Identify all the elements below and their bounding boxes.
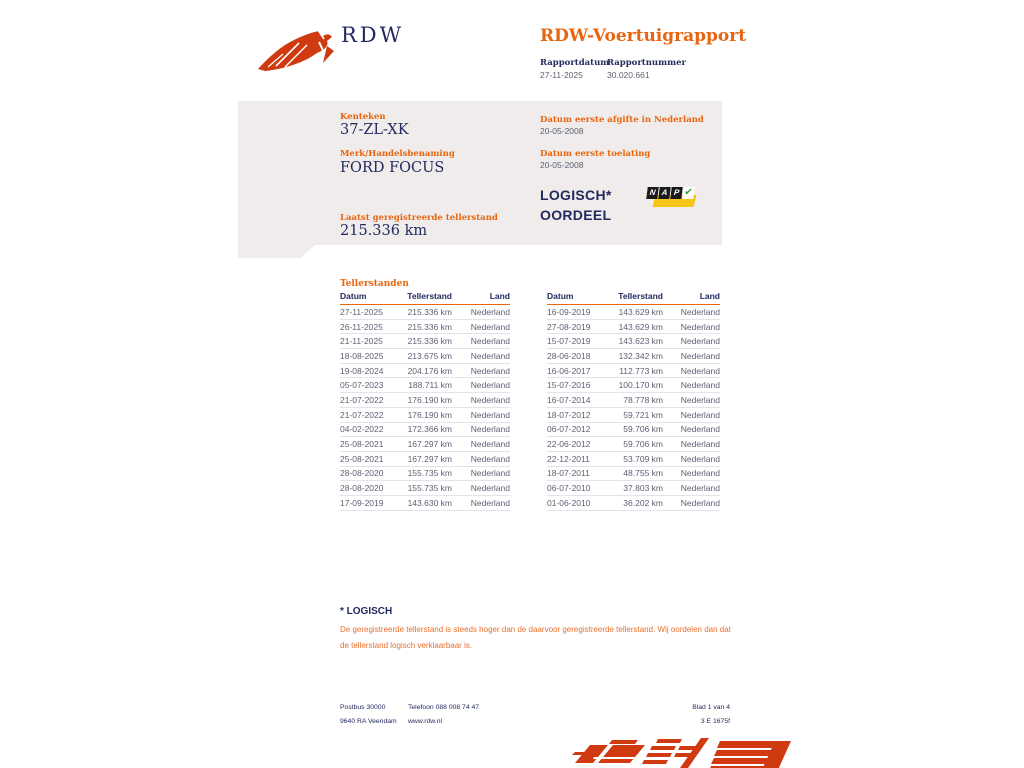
report-date-value: 27-11-2025 — [540, 70, 583, 80]
footer-stripes-graphic — [550, 736, 794, 768]
table-cell: 48.755 km — [623, 468, 663, 479]
table-row — [340, 378, 510, 393]
table-cell: Nederland — [680, 439, 720, 450]
table-cell: Nederland — [680, 409, 720, 420]
table-cell: 18-08-2025 — [340, 350, 384, 361]
table-cell: 21-07-2022 — [340, 409, 384, 420]
footer-phone: Telefoon 088 008 74 47 — [408, 704, 480, 711]
table-cell: 06-07-2010 — [547, 483, 591, 494]
table-cell: Nederland — [470, 409, 510, 420]
table-cell: 21-11-2025 — [340, 336, 383, 347]
table-cell: 132.342 km — [618, 350, 663, 361]
footer-city: 9640 RA Veendam — [340, 717, 397, 725]
table-cell: Nederland — [470, 365, 510, 376]
column-header-tellerstand: Tellerstand — [618, 291, 663, 301]
footer-pagination — [600, 701, 730, 729]
oordeel-line1: LOGISCH* — [540, 187, 612, 203]
rdw-bird-logo-icon — [256, 22, 334, 72]
table-cell: Nederland — [470, 424, 510, 435]
table-cell: Nederland — [680, 468, 720, 479]
table-cell: Nederland — [470, 453, 510, 464]
afgifte-label: Datum eerste afgifte in Nederland — [540, 115, 704, 125]
table-cell: Nederland — [680, 380, 720, 391]
table-cell: 15-07-2016 — [547, 380, 591, 391]
table-row — [340, 334, 510, 349]
table-cell: 53.709 km — [623, 453, 663, 464]
table-cell: 05-07-2023 — [340, 380, 384, 391]
table-row — [340, 467, 510, 482]
table-cell: 18-07-2011 — [547, 468, 590, 479]
table-cell: 215.336 km — [407, 306, 452, 317]
table-row — [340, 437, 510, 452]
table-cell: Nederland — [680, 321, 720, 332]
rdw-logo-text: RDW — [341, 23, 405, 47]
table-cell: 78.778 km — [623, 394, 663, 405]
table-row — [340, 496, 510, 511]
table-row — [547, 334, 720, 349]
laatste-tellerstand-value: 215.336 km — [340, 223, 428, 239]
table-cell: Nederland — [470, 336, 510, 347]
table-cell: 19-08-2024 — [340, 365, 384, 376]
table-cell: 59.706 km — [623, 439, 663, 450]
table-header-row — [340, 291, 510, 305]
tellerstanden-title: Tellerstanden — [340, 279, 409, 289]
footnote-title: * LOGISCH — [340, 606, 393, 617]
table-cell: 167.297 km — [407, 453, 452, 464]
table-cell: 215.336 km — [407, 336, 452, 347]
table-row — [340, 393, 510, 408]
report-number-label: Rapportnummer — [607, 58, 686, 68]
afgifte-value: 20-05-2008 — [540, 126, 584, 136]
footnote-text: De geregistreerde tellerstand is steeds hoger dan de daarvoor geregistreerde tellerstand. Wij oordelen dan dat de tellerstand logisch verklaarbaar is. — [340, 625, 731, 650]
panel-tab — [238, 245, 300, 258]
table-row — [547, 320, 720, 335]
table-cell: 22-06-2012 — [547, 439, 591, 450]
footer-address — [340, 701, 397, 729]
table-cell: 59.721 km — [623, 409, 663, 420]
table-cell: 16-06-2017 — [547, 365, 591, 376]
table-row — [340, 423, 510, 438]
laatste-tellerstand-label: Laatst geregistreerde tellerstand — [340, 213, 498, 223]
column-header-tellerstand: Tellerstand — [407, 291, 452, 301]
report-number-value: 30.020.661 — [607, 70, 650, 80]
table-row — [340, 320, 510, 335]
table-row — [340, 408, 510, 423]
table-cell: 28-06-2018 — [547, 350, 591, 361]
table-row — [547, 481, 720, 496]
table-row — [547, 452, 720, 467]
table-cell: 215.336 km — [407, 321, 452, 332]
table-cell: 04-02-2022 — [340, 424, 384, 435]
table-cell: Nederland — [680, 350, 720, 361]
table-cell: Nederland — [470, 497, 510, 508]
table-cell: 21-07-2022 — [340, 394, 384, 405]
table-cell: 213.675 km — [407, 350, 452, 361]
table-cell: 18-07-2012 — [547, 409, 591, 420]
table-row — [547, 496, 720, 511]
table-row — [340, 305, 510, 320]
panel-tab-diagonal — [300, 245, 315, 258]
table-cell: 27-11-2025 — [340, 306, 383, 317]
table-cell: 22-12-2011 — [547, 453, 590, 464]
table-cell: Nederland — [470, 306, 510, 317]
table-cell: Nederland — [470, 468, 510, 479]
table-cell: 01-06-2010 — [547, 497, 591, 508]
table-row — [547, 305, 720, 320]
table-cell: 155.735 km — [407, 468, 452, 479]
table-cell: Nederland — [680, 424, 720, 435]
footer-form-code: 3 E 1675f — [700, 717, 730, 725]
oordeel-badge — [540, 185, 612, 226]
table-cell: 100.170 km — [618, 380, 663, 391]
table-row — [340, 452, 510, 467]
toelating-label: Datum eerste toelating — [540, 149, 651, 159]
table-cell: 28-08-2020 — [340, 468, 384, 479]
column-header-land: Land — [699, 291, 720, 301]
column-header-land: Land — [489, 291, 510, 301]
table-cell: 188.711 km — [408, 380, 452, 391]
table-cell: 25-08-2021 — [340, 439, 384, 450]
table-row — [547, 378, 720, 393]
table-cell: 143.630 km — [407, 497, 452, 508]
table-row — [547, 349, 720, 364]
nap-letter-p: P — [670, 187, 682, 199]
nap-letter-a: A — [658, 187, 670, 199]
table-cell: 17-09-2019 — [340, 497, 384, 508]
table-cell: 112.773 km — [619, 365, 663, 376]
footer-page-number: Blad 1 van 4 — [692, 704, 730, 711]
table-cell: 167.297 km — [407, 439, 452, 450]
tellerstanden-table-left — [340, 291, 510, 511]
table-row — [340, 349, 510, 364]
table-header-row — [547, 291, 720, 305]
footer-postbus: Postbus 30000 — [340, 704, 386, 711]
table-cell: 143.623 km — [618, 336, 663, 347]
table-cell: Nederland — [680, 497, 720, 508]
column-header-datum: Datum — [340, 291, 367, 301]
report-date-label: Rapportdatum — [540, 58, 610, 68]
table-cell: 26-11-2025 — [340, 321, 383, 332]
table-cell: 16-09-2019 — [547, 306, 591, 317]
page-title: RDW-Voertuigrapport — [540, 26, 747, 46]
merk-value: FORD FOCUS — [340, 160, 445, 176]
table-cell: Nederland — [680, 306, 720, 317]
table-cell: 06-07-2012 — [547, 424, 591, 435]
footer-contact — [408, 701, 479, 729]
merk-label: Merk/Handelsbenaming — [340, 149, 455, 159]
toelating-value: 20-05-2008 — [540, 160, 584, 170]
table-cell: 15-07-2019 — [547, 336, 591, 347]
table-body — [547, 305, 720, 511]
nap-check-icon: ✔ — [683, 187, 694, 198]
table-row — [340, 364, 510, 379]
table-cell: 143.629 km — [618, 321, 663, 332]
table-cell: 27-08-2019 — [547, 321, 591, 332]
table-cell: 37.803 km — [623, 483, 663, 494]
table-cell: Nederland — [470, 439, 510, 450]
table-row — [547, 364, 720, 379]
table-row — [547, 467, 720, 482]
table-row — [547, 437, 720, 452]
kenteken-label: Kenteken — [340, 112, 386, 122]
table-cell: Nederland — [470, 350, 510, 361]
table-row — [340, 481, 510, 496]
kenteken-value: 37-ZL-XK — [340, 122, 409, 138]
table-row — [547, 393, 720, 408]
nap-logo — [647, 186, 697, 210]
table-cell: 143.629 km — [618, 306, 663, 317]
table-cell: Nederland — [470, 380, 510, 391]
table-cell: 59.706 km — [623, 424, 663, 435]
table-cell: 176.190 km — [407, 394, 452, 405]
table-cell: 16-07-2014 — [547, 394, 591, 405]
table-row — [547, 423, 720, 438]
table-cell: Nederland — [470, 321, 510, 332]
table-cell: Nederland — [470, 483, 510, 494]
table-cell: 172.366 km — [407, 424, 452, 435]
table-cell: Nederland — [680, 394, 720, 405]
table-row — [547, 408, 720, 423]
table-cell: 204.176 km — [407, 365, 452, 376]
table-cell: Nederland — [680, 365, 720, 376]
table-cell: Nederland — [470, 394, 510, 405]
table-cell: 155.735 km — [407, 483, 452, 494]
table-cell: Nederland — [680, 336, 720, 347]
table-cell: Nederland — [680, 483, 720, 494]
nap-letter-n: N — [646, 187, 658, 199]
footer-website: www.rdw.nl — [408, 717, 442, 725]
table-body — [340, 305, 510, 511]
table-cell: 176.190 km — [407, 409, 452, 420]
table-cell: 36.202 km — [623, 497, 663, 508]
tellerstanden-table-right — [547, 291, 720, 511]
table-cell: 25-08-2021 — [340, 453, 384, 464]
table-cell: 28-08-2020 — [340, 483, 384, 494]
oordeel-line2: OORDEEL — [540, 207, 612, 224]
table-cell: Nederland — [680, 453, 720, 464]
column-header-datum: Datum — [547, 291, 574, 301]
